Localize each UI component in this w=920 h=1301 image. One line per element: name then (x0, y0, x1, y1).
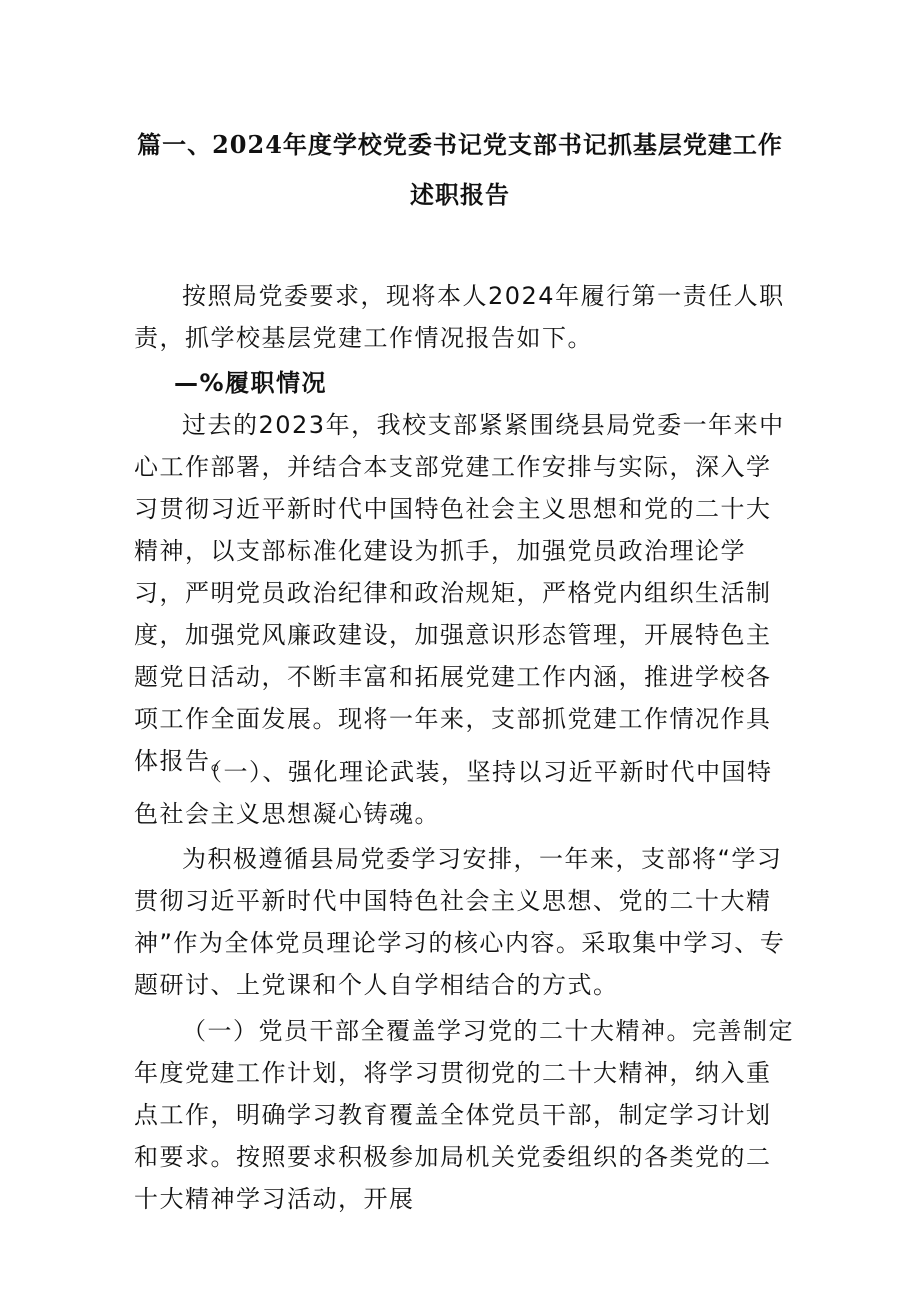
point-paragraph: （一）党员干部全覆盖学习党的二十大精神。完善制定年度党建工作计划，将学习贯彻党的二十大精神，纳入重点工作，明确学习教育覆盖全体党员干部，制定学习计划和要求。按照要求积极参加局机关党委组织的各类党的二十大精神学习活动，开展 (134, 1017, 794, 1213)
document-title: 篇一、2024年度学校党委书记党支部书记抓基层党建工作述职报告 (137, 130, 783, 209)
intro-paragraph: 按照局党委要求，现将本人2024年履行第一责任人职责，抓学校基层党建工作情况报告如下。 (134, 282, 785, 352)
section-paragraph: 过去的2023年，我校支部紧紧围绕县局党委一年来中心工作部署，并结合本支部党建工作安排与实际，深入学习贯彻习近平新时代中国特色社会主义思想和党的二十大精神，以支部标准化建设为抓手，加强党员政治理论学习，严明党员政治纪律和政治规矩，严格党内组织生活制度，加强党风廉政建设，加强意识形态管理，开展特色主题党日活动，不断丰富和拓展党建工作内涵，推进学校各项工作全面发展。现将一年来，支部抓党建工作情况作具体报告。 (134, 411, 785, 775)
subsection-paragraph: 为积极遵循县局党委学习安排，一年来，支部将“学习贯彻习近平新时代中国特色社会主义思想、党的二十大精神”作为全体党员理论学习的核心内容。采取集中学习、专题研讨、上党课和个人自学相结合的方式。 (134, 845, 786, 999)
subsection-heading: （一）、强化理论武装，坚持以习近平新时代中国特色社会主义思想凝心铸魂。 (134, 758, 773, 828)
section-heading: —%履职情况 (174, 369, 328, 397)
